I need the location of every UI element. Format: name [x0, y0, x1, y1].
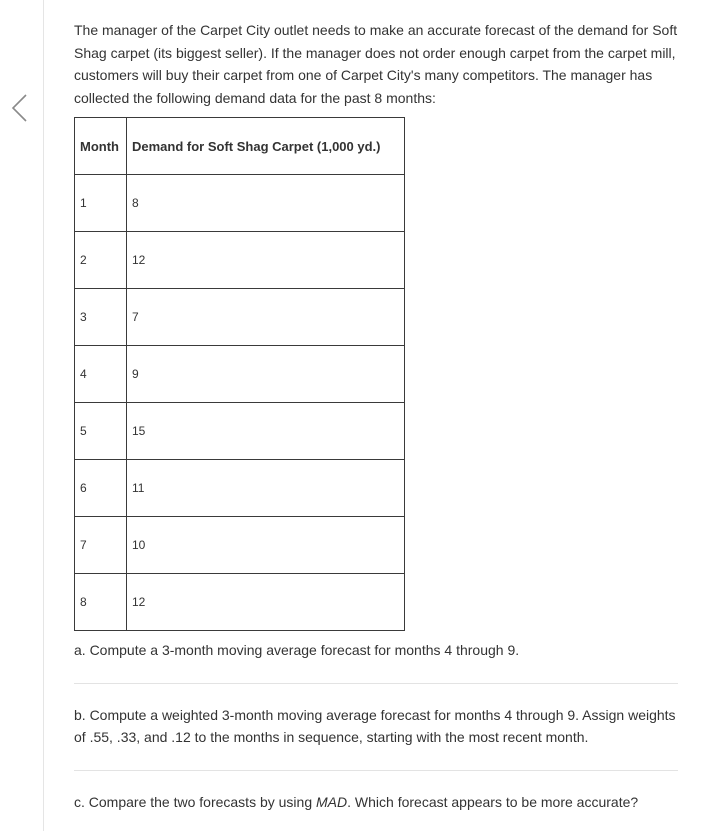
- cell-demand: 9: [127, 346, 405, 403]
- cell-demand: 7: [127, 289, 405, 346]
- header-month: Month: [75, 118, 127, 175]
- table-row: [75, 175, 405, 232]
- cell-month: 4: [75, 346, 127, 403]
- question-c-mad: MAD: [316, 793, 348, 810]
- table-row: [75, 460, 405, 517]
- cell-demand: 15: [127, 403, 405, 460]
- question-divider: [74, 770, 678, 771]
- cell-demand: 12: [127, 574, 405, 631]
- cell-demand: 8: [127, 175, 405, 232]
- table-row: [75, 574, 405, 631]
- table-header-row: [75, 118, 405, 175]
- cell-month: 5: [75, 403, 127, 460]
- left-divider: [43, 0, 44, 831]
- cell-demand: 10: [127, 517, 405, 574]
- problem-intro: The manager of the Carpet City outlet needs to make an accurate forecast of the demand for Soft Shag carpet (its biggest seller). If the manager does not order enough carpet from the carpet mill, customers will buy their carpet from one of Carpet City's many competitors. The manager has collected the following demand data for the past 8 months:: [74, 22, 678, 106]
- question-divider: [74, 683, 678, 684]
- demand-table: [74, 117, 405, 631]
- question-c-suffix: . Which forecast appears to be more accurate?: [347, 793, 639, 810]
- table-row: [75, 346, 405, 403]
- table-row: [75, 517, 405, 574]
- question-b: b. Compute a weighted 3-month moving average forecast for months 4 through 9. Assign weights of .55, .33, and .12 to the months in sequence, starting with the most recent month.: [74, 706, 676, 745]
- cell-month: 8: [75, 574, 127, 631]
- question-content: [74, 19, 678, 813]
- question-c: [74, 791, 678, 814]
- table-row: [75, 232, 405, 289]
- question-c-prefix: c. Compare the two forecasts by using: [74, 793, 316, 810]
- header-demand: Demand for Soft Shag Carpet (1,000 yd.): [127, 118, 405, 175]
- cell-demand: 12: [127, 232, 405, 289]
- cell-month: 2: [75, 232, 127, 289]
- back-chevron-icon[interactable]: [8, 92, 32, 124]
- cell-month: 7: [75, 517, 127, 574]
- cell-month: 6: [75, 460, 127, 517]
- table-row: [75, 289, 405, 346]
- question-a: a. Compute a 3-month moving average forecast for months 4 through 9.: [74, 642, 520, 658]
- cell-month: 1: [75, 175, 127, 232]
- cell-demand: 11: [127, 460, 405, 517]
- table-row: [75, 403, 405, 460]
- cell-month: 3: [75, 289, 127, 346]
